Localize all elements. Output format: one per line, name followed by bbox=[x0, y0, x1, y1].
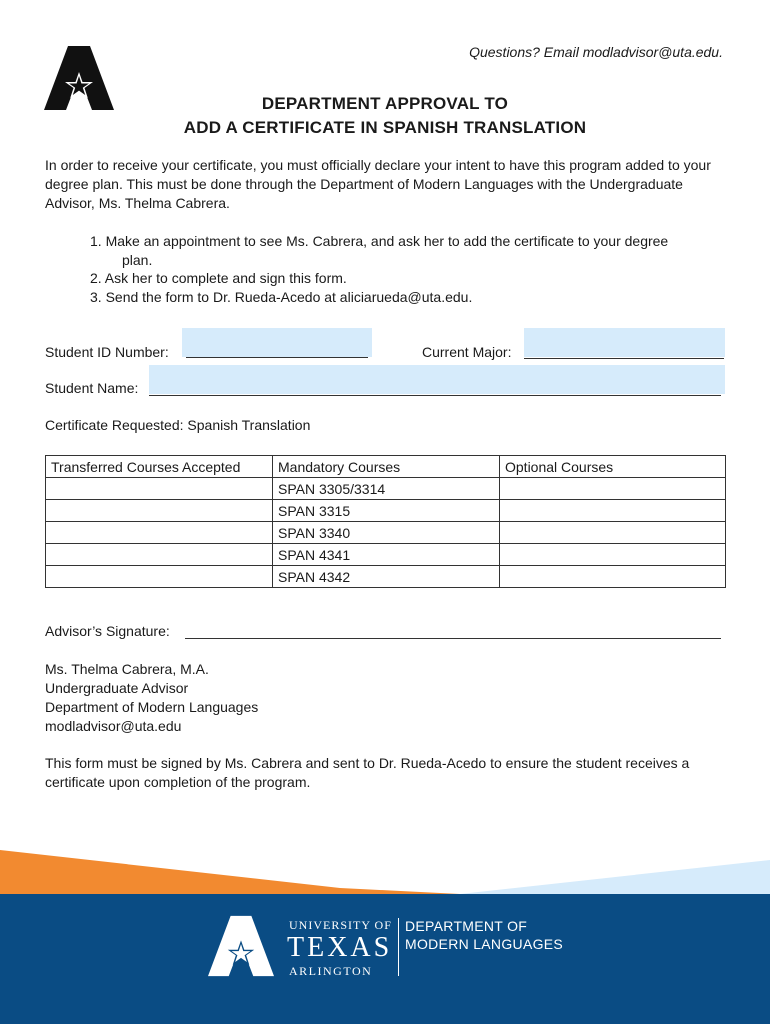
student-id-label: Student ID Number: bbox=[45, 344, 169, 360]
advisor-name: Ms. Thelma Cabrera, M.A. bbox=[45, 661, 209, 677]
footer-divider bbox=[398, 918, 399, 976]
step-2: 2. Ask her to complete and sign this form. bbox=[90, 270, 347, 286]
table-header-row bbox=[46, 456, 726, 478]
footer-accent-stripes bbox=[0, 828, 770, 898]
current-major-label: Current Major: bbox=[422, 344, 512, 360]
title-line-1: DEPARTMENT APPROVAL TO bbox=[261, 94, 509, 113]
transferred-cell[interactable] bbox=[46, 544, 273, 566]
mandatory-cell: SPAN 3340 bbox=[273, 522, 500, 544]
mandatory-cell: SPAN 3305/3314 bbox=[273, 478, 500, 500]
footer-arlington: ARLINGTON bbox=[289, 964, 373, 978]
footer-texas: TEXAS bbox=[287, 932, 393, 963]
student-id-underline bbox=[186, 357, 368, 358]
uta-footer-logo-icon bbox=[208, 915, 274, 977]
current-major-input[interactable] bbox=[524, 328, 725, 357]
student-name-label: Student Name: bbox=[45, 380, 139, 396]
footer-university-of: UNIVERSITY OF bbox=[289, 918, 392, 932]
table-row bbox=[46, 544, 726, 566]
advisor-signature-line[interactable] bbox=[185, 638, 721, 639]
step-1-continued: plan. bbox=[122, 251, 153, 268]
advisor-dept: Department of Modern Languages bbox=[45, 699, 259, 715]
steps-list bbox=[90, 232, 730, 306]
courses-table bbox=[45, 455, 726, 588]
certificate-requested: Certificate Requested: Spanish Translation bbox=[45, 417, 311, 433]
table-row bbox=[46, 478, 726, 500]
closing-paragraph: This form must be signed by Ms. Cabrera and sent to Dr. Rueda-Acedo to ensure the student receives a certificate upon completion of the program. bbox=[45, 755, 690, 790]
footer-dept-line-2: MODERN LANGUAGES bbox=[405, 936, 564, 952]
current-major-underline bbox=[524, 358, 724, 359]
student-name-input[interactable] bbox=[149, 365, 725, 394]
intro-paragraph: In order to receive your certificate, you must officially declare your intent to have this program added to your degree plan. This must be done through the Department of Modern Languages with the Undergraduate Advisor, Ms. Thelma Cabrera. bbox=[45, 157, 711, 211]
advisor-email: modladvisor@uta.edu bbox=[45, 718, 182, 734]
title-line-2: ADD A CERTIFICATE IN SPANISH TRANSLATION bbox=[183, 118, 587, 137]
questions-contact: Questions? Email modladvisor@uta.edu. bbox=[469, 44, 723, 60]
advisor-info bbox=[45, 660, 735, 736]
table-row bbox=[46, 500, 726, 522]
transferred-cell[interactable] bbox=[46, 478, 273, 500]
step-3: 3. Send the form to Dr. Rueda-Acedo at aliciarueda@uta.edu. bbox=[90, 288, 473, 305]
optional-cell[interactable] bbox=[500, 478, 726, 500]
table-row bbox=[46, 566, 726, 588]
optional-cell[interactable] bbox=[500, 500, 726, 522]
student-id-input[interactable] bbox=[182, 328, 372, 357]
mandatory-cell: SPAN 4341 bbox=[273, 544, 500, 566]
optional-cell[interactable] bbox=[500, 566, 726, 588]
transferred-cell[interactable] bbox=[46, 566, 273, 588]
table-row bbox=[46, 522, 726, 544]
advisor-signature-label: Advisor’s Signature: bbox=[45, 623, 170, 639]
mandatory-cell: SPAN 4342 bbox=[273, 566, 500, 588]
header-transferred: Transferred Courses Accepted bbox=[46, 456, 273, 478]
header-mandatory: Mandatory Courses bbox=[273, 456, 500, 478]
transferred-cell[interactable] bbox=[46, 522, 273, 544]
mandatory-cell: SPAN 3315 bbox=[273, 500, 500, 522]
student-name-underline bbox=[149, 395, 721, 396]
footer-dept-line-1: DEPARTMENT OF bbox=[405, 918, 528, 934]
header-optional: Optional Courses bbox=[500, 456, 726, 478]
transferred-cell[interactable] bbox=[46, 500, 273, 522]
optional-cell[interactable] bbox=[500, 522, 726, 544]
advisor-role: Undergraduate Advisor bbox=[45, 680, 189, 696]
step-1: 1. Make an appointment to see Ms. Cabrera, and ask her to add the certificate to your degree bbox=[90, 233, 669, 249]
page-title bbox=[0, 92, 770, 140]
optional-cell[interactable] bbox=[500, 544, 726, 566]
